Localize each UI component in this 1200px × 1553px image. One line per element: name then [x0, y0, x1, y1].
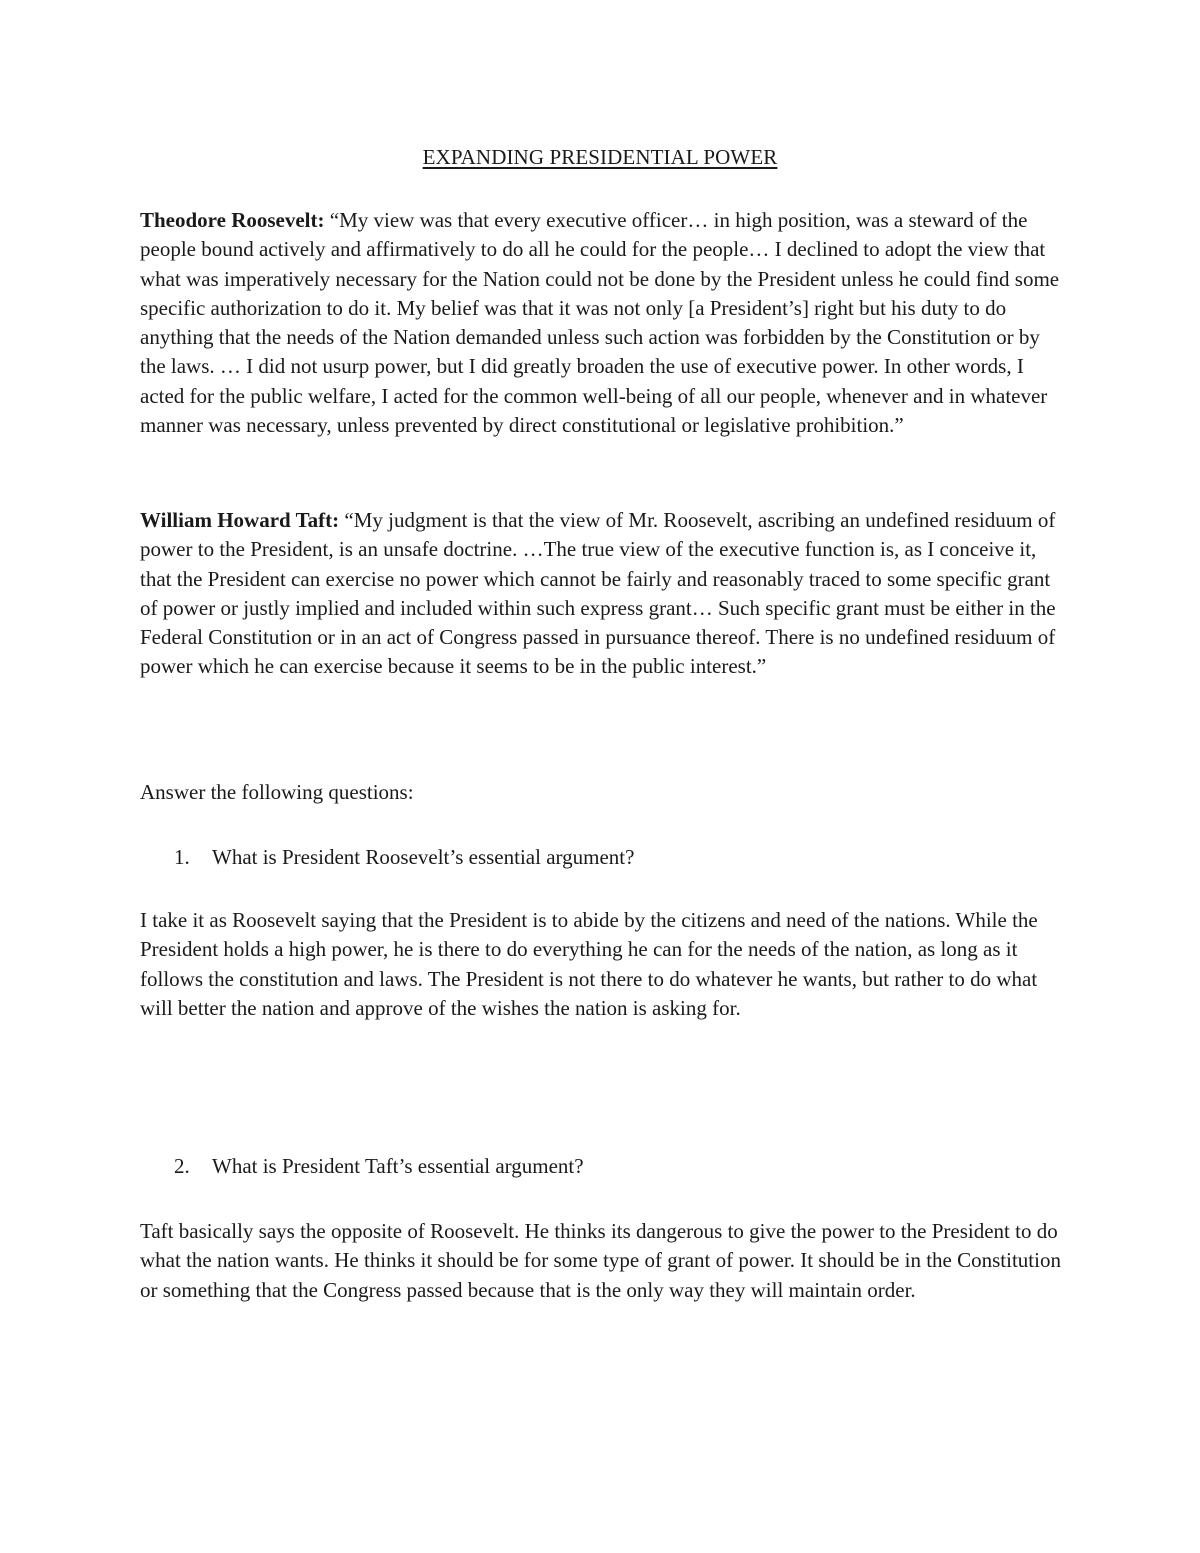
taft-speaker-label: William Howard Taft: — [140, 508, 340, 532]
question-2-text: What is President Taft’s essential argument? — [212, 1154, 584, 1178]
roosevelt-speaker-label: Theodore Roosevelt: — [140, 208, 325, 232]
question-1-number: 1. — [174, 845, 190, 869]
question-2 — [174, 1152, 1054, 1181]
taft-quote-paragraph — [140, 506, 1066, 682]
question-1-text: What is President Roosevelt’s essential argument? — [212, 845, 635, 869]
roosevelt-quote-paragraph — [140, 206, 1066, 440]
document-title: EXPANDING PRESIDENTIAL POWER — [422, 145, 778, 169]
answer-2-paragraph: Taft basically says the opposite of Roosevelt. He thinks its dangerous to give the power to the President to do what the nation wants. He thinks it should be for some type of grant of power. It should be in the Constitution or something that the Congress passed because that is the only way they will maintain order. — [140, 1219, 1061, 1302]
instructions-text: Answer the following questions: — [140, 780, 414, 804]
roosevelt-quote-text: “My view was that every executive officer… in high position, was a steward of the people bound actively and affirmatively to do all he could for the people… I declined to adopt the view that what was imperatively necessary for the Nation could not be done by the President unless he could find some specific authorization to do it. My belief was that it was not only [a President’s] right but his duty to do anything that the needs of the Nation demanded unless such action was forbidden by the Constitution or by the laws. … I did not usurp power, but I did greatly broaden the use of executive power. In other words, I acted for the public welfare, I acted for the common well-being of all our people, whenever and in whatever manner was necessary, unless prevented by direct constitutional or legislative prohibition.” — [140, 208, 1060, 438]
answer-1-paragraph: I take it as Roosevelt saying that the President is to abide by the citizens and need of the nations. While the President holds a high power, he is there to do everything he can for the needs of the nation, as long as it follows the constitution and laws. The President is not there to do whatever he wants, but rather to do what will better the nation and approve of the wishes the nation is asking for. — [140, 908, 1038, 1020]
question-2-number: 2. — [174, 1154, 190, 1178]
taft-quote-text: “My judgment is that the view of Mr. Roosevelt, ascribing an undefined residuum of power to the President, is an unsafe doctrine. …The true view of the executive function is, as I conceive it, that the President can exercise no power which cannot be fairly and reasonably traced to some specific grant of power or justly implied and included within such express grant… Such specific grant must be either in the Federal Constitution or in an act of Congress passed in pursuance thereof. There is no undefined residuum of power which he can exercise because it seems to be in the public interest.” — [140, 508, 1056, 679]
question-1 — [174, 843, 1054, 872]
